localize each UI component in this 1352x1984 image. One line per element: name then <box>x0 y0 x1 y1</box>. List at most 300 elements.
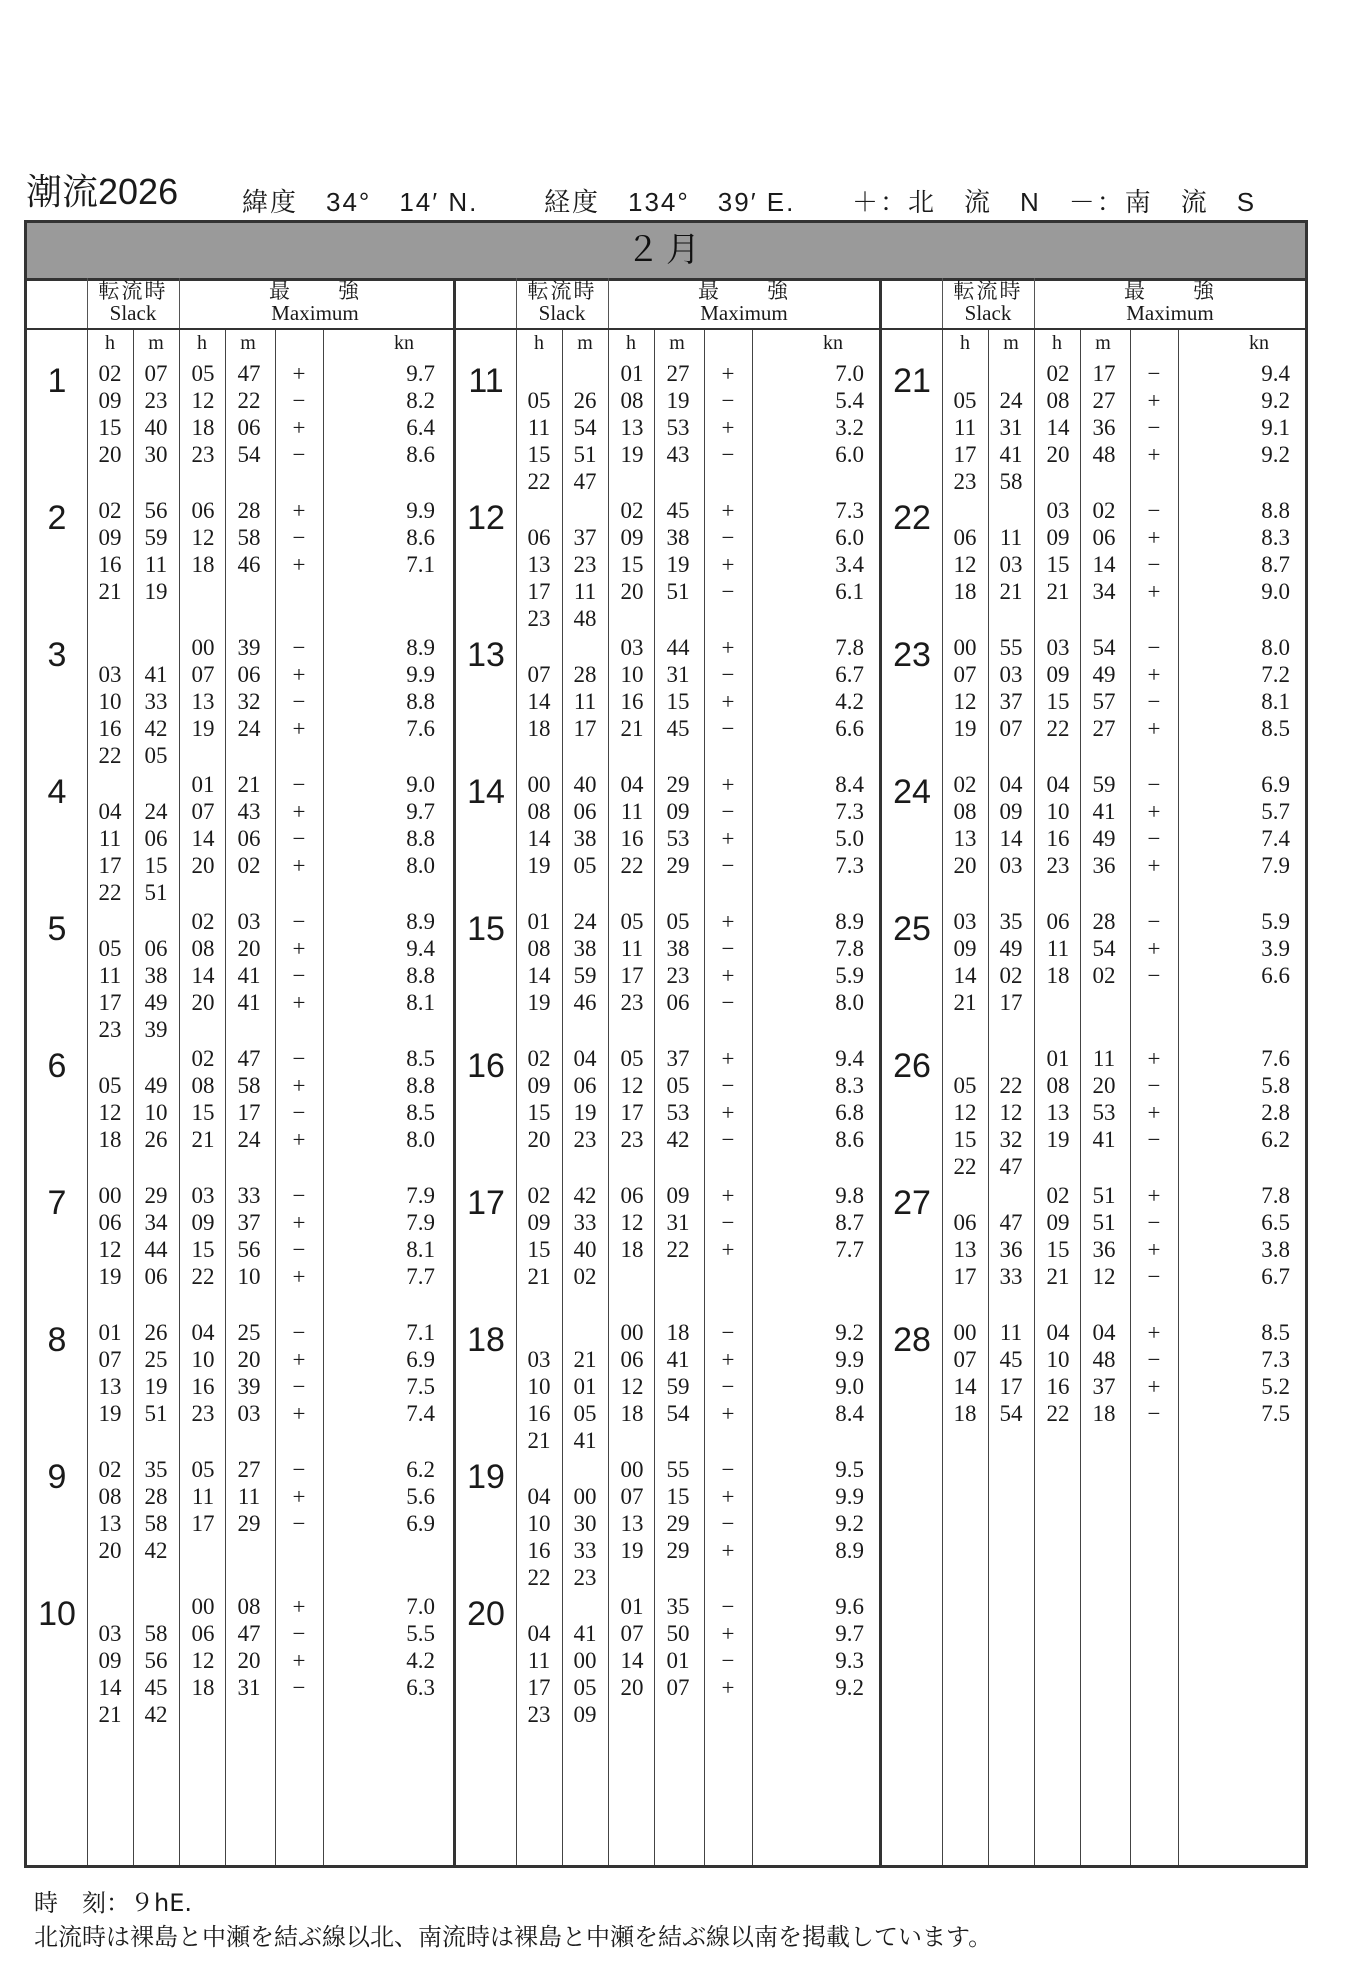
slack-minute: 47 <box>999 1154 1023 1179</box>
max-minute: 50 <box>666 1621 690 1646</box>
flow-direction: + <box>721 772 735 797</box>
slack-hour: 11 <box>527 415 551 440</box>
flow-direction: − <box>721 525 735 550</box>
max-minute: 06 <box>237 415 261 440</box>
slack-minute: 03 <box>999 662 1023 687</box>
max-speed-knots: 8.5 <box>1261 1320 1290 1345</box>
max-speed-knots: 3.2 <box>835 415 864 440</box>
slack-minute: 47 <box>999 1210 1023 1235</box>
flow-direction: − <box>721 990 735 1015</box>
max-speed-knots: 8.3 <box>1261 525 1290 550</box>
slack-hour: 17 <box>953 1264 977 1289</box>
max-minute: 12 <box>1092 1264 1116 1289</box>
max-speed-knots: 9.0 <box>1261 579 1290 604</box>
max-speed-knots: 9.0 <box>406 772 435 797</box>
flow-direction: + <box>1147 662 1161 687</box>
max-hour: 06 <box>1046 909 1070 934</box>
slack-minute: 07 <box>144 361 168 386</box>
flow-direction: + <box>721 361 735 386</box>
flow-direction: − <box>292 909 306 934</box>
unit-label-h: h <box>197 332 207 354</box>
max-minute: 29 <box>237 1511 261 1536</box>
slack-minute: 07 <box>999 716 1023 741</box>
flow-direction: + <box>1147 1374 1161 1399</box>
max-hour: 21 <box>1046 579 1070 604</box>
slack-hour: 22 <box>98 880 122 905</box>
slack-hour: 02 <box>98 361 122 386</box>
slack-minute: 36 <box>999 1237 1023 1262</box>
flow-direction: − <box>721 1648 735 1673</box>
flow-direction: − <box>292 1320 306 1345</box>
slack-minute: 29 <box>144 1183 168 1208</box>
max-speed-knots: 8.5 <box>406 1046 435 1071</box>
slack-minute: 11 <box>573 579 597 604</box>
slack-hour: 20 <box>527 1127 551 1152</box>
max-speed-knots: 5.6 <box>406 1484 435 1509</box>
max-speed-knots: 9.5 <box>835 1457 864 1482</box>
max-hour: 01 <box>191 772 215 797</box>
max-minute: 54 <box>666 1401 690 1426</box>
slack-hour: 05 <box>527 388 551 413</box>
slack-hour: 23 <box>953 469 977 494</box>
slack-hour: 02 <box>98 498 122 523</box>
column-divider <box>179 330 180 1865</box>
max-speed-knots: 4.2 <box>835 689 864 714</box>
slack-hour: 07 <box>98 1347 122 1372</box>
max-minute: 08 <box>237 1594 261 1619</box>
max-hour: 22 <box>191 1264 215 1289</box>
max-speed-knots: 5.9 <box>835 963 864 988</box>
slack-hour: 16 <box>98 716 122 741</box>
slack-minute: 17 <box>999 1374 1023 1399</box>
slack-hour: 17 <box>953 442 977 467</box>
slack-hour: 22 <box>953 1154 977 1179</box>
max-hour: 07 <box>620 1621 644 1646</box>
slack-hour: 14 <box>953 1374 977 1399</box>
maximum-header <box>608 278 880 328</box>
max-minute: 27 <box>1092 716 1116 741</box>
flow-direction: − <box>721 579 735 604</box>
slack-minute: 15 <box>144 853 168 878</box>
page-header <box>22 160 1312 217</box>
slack-minute: 46 <box>573 990 597 1015</box>
column-divider <box>133 330 134 1865</box>
flow-direction: + <box>721 909 735 934</box>
max-minute: 51 <box>1092 1210 1116 1235</box>
slack-minute: 11 <box>144 552 168 577</box>
slack-minute: 23 <box>573 552 597 577</box>
max-speed-knots: 9.9 <box>406 662 435 687</box>
slack-hour: 08 <box>527 799 551 824</box>
flow-direction: − <box>1147 909 1161 934</box>
column-divider <box>1130 330 1131 1865</box>
slack-minute: 03 <box>999 552 1023 577</box>
slack-hour: 13 <box>953 826 977 851</box>
max-speed-knots: 9.7 <box>406 799 435 824</box>
flow-direction: + <box>292 498 306 523</box>
max-hour: 18 <box>1046 963 1070 988</box>
max-speed-knots: 5.4 <box>835 388 864 413</box>
max-minute: 15 <box>666 689 690 714</box>
max-speed-knots: 8.0 <box>406 853 435 878</box>
max-hour: 08 <box>1046 388 1070 413</box>
flow-direction: − <box>721 716 735 741</box>
slack-minute: 11 <box>573 689 597 714</box>
slack-hour: 10 <box>527 1374 551 1399</box>
slack-minute: 19 <box>573 1100 597 1125</box>
slack-minute: 33 <box>573 1210 597 1235</box>
max-hour: 04 <box>620 772 644 797</box>
slack-minute: 05 <box>144 743 168 768</box>
max-minute: 18 <box>666 1320 690 1345</box>
slack-minute: 54 <box>999 1401 1023 1426</box>
max-hour: 12 <box>191 388 215 413</box>
unit-header-row <box>456 330 882 356</box>
max-speed-knots: 8.8 <box>406 963 435 988</box>
slack-minute: 40 <box>573 772 597 797</box>
slack-minute: 49 <box>999 936 1023 961</box>
day-number: 21 <box>893 362 931 400</box>
flow-direction: − <box>292 689 306 714</box>
max-minute: 32 <box>237 689 261 714</box>
slack-minute: 42 <box>573 1183 597 1208</box>
max-speed-knots: 9.2 <box>835 1675 864 1700</box>
slack-hour: 00 <box>98 1183 122 1208</box>
max-hour: 15 <box>191 1100 215 1125</box>
direction-legend: ＋：北 流 N －：南 流 S <box>852 187 1257 217</box>
flow-direction: − <box>1147 1347 1161 1372</box>
day-number: 14 <box>467 773 505 811</box>
max-speed-knots: 6.4 <box>406 415 435 440</box>
max-minute: 06 <box>666 990 690 1015</box>
slack-hour: 07 <box>527 662 551 687</box>
max-hour: 07 <box>191 662 215 687</box>
column-divider <box>562 330 563 1865</box>
column-divider <box>516 330 517 1865</box>
flow-direction: + <box>292 1648 306 1673</box>
slack-hour: 09 <box>98 525 122 550</box>
max-minute: 54 <box>237 442 261 467</box>
max-speed-knots: 9.2 <box>835 1320 864 1345</box>
max-speed-knots: 8.4 <box>835 772 864 797</box>
slack-minute: 26 <box>144 1127 168 1152</box>
slack-minute: 58 <box>144 1511 168 1536</box>
slack-minute: 41 <box>573 1428 597 1453</box>
column-divider <box>1034 330 1035 1865</box>
max-speed-knots: 6.8 <box>835 1100 864 1125</box>
max-minute: 58 <box>237 1073 261 1098</box>
slack-hour: 06 <box>98 1210 122 1235</box>
max-speed-knots: 9.0 <box>835 1374 864 1399</box>
flow-direction: − <box>1147 1401 1161 1426</box>
max-speed-knots: 7.0 <box>406 1594 435 1619</box>
slack-hour: 01 <box>527 909 551 934</box>
slack-minute: 14 <box>999 826 1023 851</box>
slack-minute: 31 <box>999 415 1023 440</box>
day-number: 15 <box>467 910 505 948</box>
maximum-header-en: Maximum <box>271 301 359 325</box>
max-minute: 19 <box>666 552 690 577</box>
max-minute: 33 <box>237 1183 261 1208</box>
slack-hour: 08 <box>98 1484 122 1509</box>
flow-direction: + <box>721 963 735 988</box>
max-minute: 19 <box>666 388 690 413</box>
slack-hour: 10 <box>527 1511 551 1536</box>
max-minute: 47 <box>237 361 261 386</box>
flow-direction: − <box>292 1183 306 1208</box>
slack-minute: 42 <box>144 716 168 741</box>
maximum-header-jp: 最 強 <box>269 279 361 303</box>
flow-direction: − <box>1147 772 1161 797</box>
max-speed-knots: 8.6 <box>835 1127 864 1152</box>
slack-minute: 58 <box>999 469 1023 494</box>
flow-direction: − <box>1147 1264 1161 1289</box>
flow-direction: + <box>1147 442 1161 467</box>
max-minute: 29 <box>666 853 690 878</box>
slack-minute: 51 <box>144 1401 168 1426</box>
max-hour: 13 <box>620 415 644 440</box>
slack-hour: 21 <box>527 1428 551 1453</box>
flow-direction: − <box>292 525 306 550</box>
flow-direction: − <box>292 1457 306 1482</box>
slack-hour: 19 <box>98 1264 122 1289</box>
max-minute: 56 <box>237 1237 261 1262</box>
flow-direction: + <box>1147 936 1161 961</box>
slack-minute: 49 <box>144 1073 168 1098</box>
max-hour: 04 <box>1046 772 1070 797</box>
slack-hour: 13 <box>953 1237 977 1262</box>
flow-direction: − <box>721 936 735 961</box>
slack-minute: 41 <box>573 1621 597 1646</box>
flow-direction: + <box>292 552 306 577</box>
max-minute: 20 <box>237 1347 261 1372</box>
slack-minute: 01 <box>573 1374 597 1399</box>
slack-minute: 49 <box>144 990 168 1015</box>
max-speed-knots: 7.3 <box>835 498 864 523</box>
max-hour: 15 <box>620 552 644 577</box>
column-divider <box>275 330 276 1865</box>
max-hour: 22 <box>1046 1401 1070 1426</box>
unit-header-row <box>882 330 1308 356</box>
slack-hour: 21 <box>953 990 977 1015</box>
slack-minute: 33 <box>999 1264 1023 1289</box>
unit-label-m: m <box>669 332 685 354</box>
max-hour: 01 <box>620 1594 644 1619</box>
column-divider <box>988 330 989 1865</box>
slack-hour: 11 <box>98 963 122 988</box>
max-minute: 57 <box>1092 689 1116 714</box>
slack-hour: 13 <box>98 1374 122 1399</box>
max-speed-knots: 8.7 <box>1261 552 1290 577</box>
slack-minute: 35 <box>999 909 1023 934</box>
slack-minute: 51 <box>573 442 597 467</box>
flow-direction: + <box>292 415 306 440</box>
max-speed-knots: 6.3 <box>406 1675 435 1700</box>
max-minute: 46 <box>237 552 261 577</box>
max-hour: 18 <box>191 1675 215 1700</box>
max-minute: 37 <box>237 1210 261 1235</box>
max-hour: 02 <box>620 498 644 523</box>
column-group-header <box>456 278 882 330</box>
max-minute: 20 <box>1092 1073 1116 1098</box>
slack-minute: 09 <box>573 1702 597 1727</box>
max-hour: 02 <box>1046 361 1070 386</box>
slack-minute: 45 <box>144 1675 168 1700</box>
flow-direction: − <box>292 1046 306 1071</box>
max-hour: 19 <box>191 716 215 741</box>
max-speed-knots: 7.6 <box>1261 1046 1290 1071</box>
max-hour: 12 <box>620 1073 644 1098</box>
slack-hour: 20 <box>98 442 122 467</box>
slack-hour: 02 <box>527 1046 551 1071</box>
max-minute: 18 <box>1092 1401 1116 1426</box>
day-number: 20 <box>467 1595 505 1633</box>
max-speed-knots: 7.4 <box>1261 826 1290 851</box>
flow-direction: + <box>292 716 306 741</box>
max-minute: 58 <box>237 525 261 550</box>
maximum-header <box>179 278 451 328</box>
max-hour: 00 <box>191 1594 215 1619</box>
max-minute: 53 <box>1092 1100 1116 1125</box>
max-hour: 03 <box>191 1183 215 1208</box>
max-speed-knots: 5.7 <box>1261 799 1290 824</box>
max-hour: 12 <box>191 1648 215 1673</box>
flow-direction: − <box>721 853 735 878</box>
max-speed-knots: 8.1 <box>1261 689 1290 714</box>
flow-direction: − <box>292 635 306 660</box>
max-minute: 51 <box>1092 1183 1116 1208</box>
flow-direction: − <box>292 826 306 851</box>
max-minute: 42 <box>666 1127 690 1152</box>
slack-hour: 09 <box>953 936 977 961</box>
flow-direction: + <box>292 1401 306 1426</box>
flow-direction: − <box>292 442 306 467</box>
slack-header-jp: 転流時 <box>98 279 168 303</box>
max-speed-knots: 8.8 <box>406 826 435 851</box>
slack-minute: 24 <box>999 388 1023 413</box>
slack-minute: 38 <box>144 963 168 988</box>
max-minute: 02 <box>1092 963 1116 988</box>
max-hour: 03 <box>1046 498 1070 523</box>
slack-hour: 14 <box>527 963 551 988</box>
max-speed-knots: 5.0 <box>835 826 864 851</box>
max-hour: 10 <box>191 1347 215 1372</box>
max-speed-knots: 8.0 <box>835 990 864 1015</box>
flow-direction: + <box>292 1484 306 1509</box>
max-hour: 14 <box>1046 415 1070 440</box>
slack-minute: 02 <box>573 1264 597 1289</box>
maximum-header-jp: 最 強 <box>698 279 790 303</box>
max-minute: 21 <box>237 772 261 797</box>
slack-hour: 12 <box>953 552 977 577</box>
max-minute: 41 <box>237 990 261 1015</box>
day-number: 23 <box>893 636 931 674</box>
flow-direction: + <box>721 826 735 851</box>
max-speed-knots: 6.9 <box>1261 772 1290 797</box>
slack-minute: 05 <box>573 853 597 878</box>
max-hour: 14 <box>620 1648 644 1673</box>
flow-direction: − <box>1147 1127 1161 1152</box>
flow-direction: + <box>1147 799 1161 824</box>
flow-direction: − <box>721 662 735 687</box>
max-minute: 36 <box>1092 415 1116 440</box>
max-hour: 00 <box>191 635 215 660</box>
max-hour: 19 <box>1046 1127 1070 1152</box>
max-hour: 08 <box>191 1073 215 1098</box>
max-hour: 12 <box>620 1374 644 1399</box>
day-number: 22 <box>893 499 931 537</box>
column-divider <box>704 330 705 1865</box>
slack-header <box>87 278 179 328</box>
slack-minute: 06 <box>573 799 597 824</box>
slack-minute: 28 <box>144 1484 168 1509</box>
slack-minute: 17 <box>999 990 1023 1015</box>
column-divider <box>1178 330 1179 1865</box>
max-minute: 28 <box>1092 909 1116 934</box>
day-number: 25 <box>893 910 931 948</box>
flow-direction: + <box>721 1675 735 1700</box>
flow-direction: + <box>721 1401 735 1426</box>
max-speed-knots: 6.9 <box>406 1511 435 1536</box>
slack-minute: 54 <box>573 415 597 440</box>
max-speed-knots: 9.8 <box>835 1183 864 1208</box>
max-hour: 06 <box>191 498 215 523</box>
max-minute: 06 <box>237 826 261 851</box>
flow-direction: + <box>292 1594 306 1619</box>
max-hour: 14 <box>191 826 215 851</box>
max-hour: 02 <box>191 1046 215 1071</box>
slack-hour: 16 <box>527 1538 551 1563</box>
slack-hour: 18 <box>98 1127 122 1152</box>
slack-header <box>516 278 608 328</box>
tide-panel <box>879 278 1308 1865</box>
slack-hour: 14 <box>98 1675 122 1700</box>
max-speed-knots: 5.5 <box>406 1621 435 1646</box>
max-hour: 20 <box>620 1675 644 1700</box>
day-number: 27 <box>893 1184 931 1222</box>
slack-hour: 05 <box>953 1073 977 1098</box>
slack-hour: 07 <box>953 662 977 687</box>
unit-label-m: m <box>1095 332 1111 354</box>
slack-minute: 56 <box>144 1648 168 1673</box>
max-hour: 23 <box>620 990 644 1015</box>
flow-direction: − <box>721 1073 735 1098</box>
max-minute: 36 <box>1092 853 1116 878</box>
max-minute: 29 <box>666 1511 690 1536</box>
max-speed-knots: 6.5 <box>1261 1210 1290 1235</box>
max-hour: 17 <box>191 1511 215 1536</box>
max-hour: 00 <box>620 1457 644 1482</box>
slack-minute: 42 <box>144 1702 168 1727</box>
slack-minute: 05 <box>573 1675 597 1700</box>
max-speed-knots: 6.2 <box>1261 1127 1290 1152</box>
slack-minute: 38 <box>573 936 597 961</box>
slack-hour: 22 <box>527 1565 551 1590</box>
max-hour: 03 <box>620 635 644 660</box>
column-divider <box>608 330 609 1865</box>
unit-label-kn: kn <box>823 332 843 354</box>
slack-minute: 23 <box>144 388 168 413</box>
max-hour: 06 <box>620 1347 644 1372</box>
day-number: 26 <box>893 1047 931 1085</box>
flow-direction: + <box>721 1046 735 1071</box>
max-hour: 16 <box>191 1374 215 1399</box>
max-speed-knots: 6.6 <box>1261 963 1290 988</box>
flow-direction: + <box>292 1347 306 1372</box>
flow-direction: + <box>292 1264 306 1289</box>
slack-minute: 25 <box>144 1347 168 1372</box>
max-minute: 54 <box>1092 635 1116 660</box>
